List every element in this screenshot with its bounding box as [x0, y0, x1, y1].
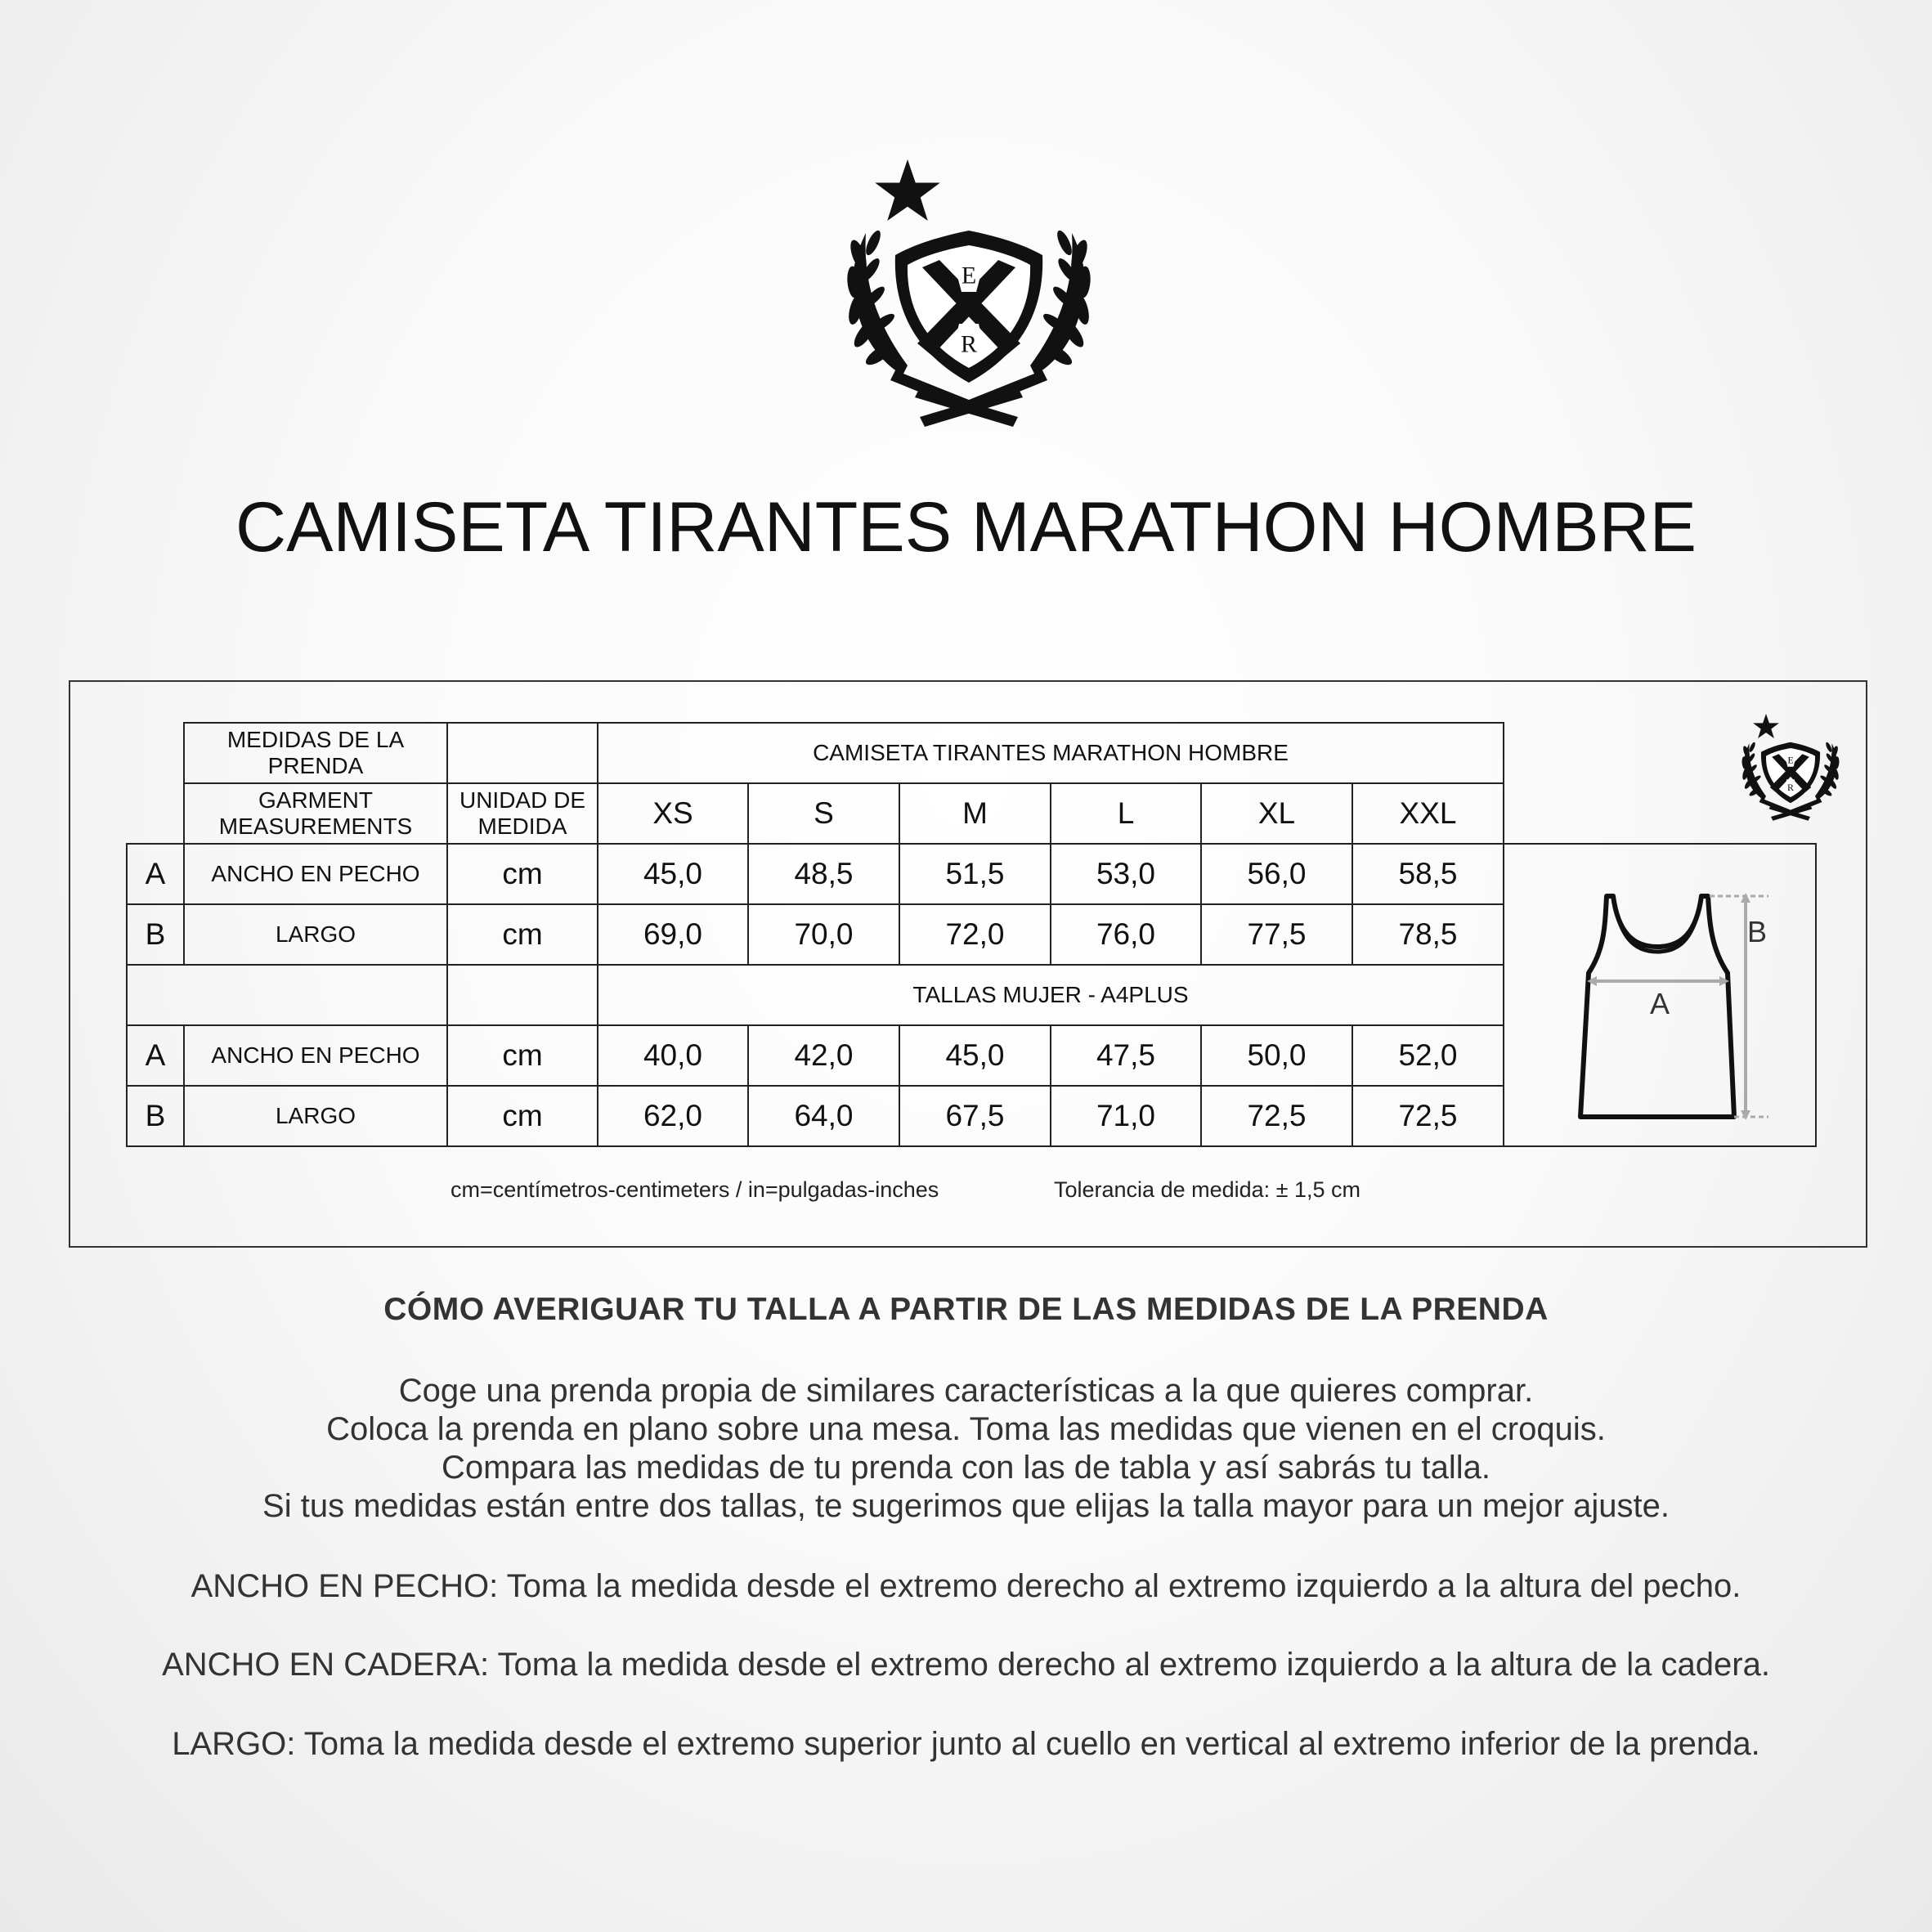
row-letter: A [127, 1025, 184, 1086]
header-medidas-en: GARMENT MEASUREMENTS [184, 783, 447, 844]
tank-top-diagram [1574, 891, 1770, 1128]
neckline [1613, 898, 1701, 952]
tolerance-note: Tolerancia de medida: ± 1,5 cm [1054, 1177, 1361, 1202]
header-medidas-es: MEDIDAS DE LA PRENDA [184, 723, 447, 783]
header-unidad: UNIDAD DE MEDIDA [447, 783, 598, 844]
value-cell: 53,0 [1051, 844, 1201, 904]
women-empty-unit-cell [447, 965, 598, 1025]
value-cell: 45,0 [899, 1025, 1051, 1086]
value-cell: 51,5 [899, 844, 1051, 904]
svg-text:R: R [1786, 782, 1795, 794]
value-cell: 56,0 [1201, 844, 1352, 904]
size-table [126, 722, 1817, 1147]
brand-crest-logo [846, 159, 1092, 429]
value-cell: 48,5 [748, 844, 899, 904]
value-cell: 42,0 [748, 1025, 899, 1086]
value-cell: 71,0 [1051, 1086, 1201, 1146]
value-cell: 47,5 [1051, 1025, 1201, 1086]
units-note: cm=centímetros-centimeters / in=pulgadas-inches [451, 1177, 939, 1202]
row-letter: B [127, 1086, 184, 1146]
measure-b-label: B [1747, 915, 1768, 948]
definition-ancho-cadera: ANCHO EN CADERA: Toma la medida desde el extremo derecho al extremo izquierdo a la altura de la cadera. [162, 1647, 1770, 1683]
intro-line: Compara las medidas de tu prenda con las de tabla y así sabrás tu talla. [442, 1450, 1490, 1486]
howto-intro [0, 1372, 1932, 1526]
value-cell: 62,0 [598, 1086, 748, 1146]
row-measure-name: ANCHO EN PECHO [184, 844, 447, 904]
value-cell: 72,0 [899, 904, 1051, 965]
value-cell: 77,5 [1201, 904, 1352, 965]
row-unit: cm [447, 1025, 598, 1086]
howto-heading: CÓMO AVERIGUAR TU TALLA A PARTIR DE LAS MEDIDAS DE LA PRENDA [383, 1292, 1549, 1327]
intro-line: Si tus medidas están entre dos tallas, te sugerimos que elijas la talla mayor para un mejor ajuste. [262, 1488, 1670, 1524]
intro-line: Coloca la prenda en plano sobre una mesa. Toma las medidas que vienen en el croquis. [326, 1411, 1606, 1447]
definition-largo: LARGO: Toma la medida desde el extremo superior junto al cuello en vertical al extremo inferior de la prenda. [172, 1726, 1760, 1762]
row-unit: cm [447, 844, 598, 904]
women-sizes-title: TALLAS MUJER - A4PLUS [598, 965, 1504, 1025]
crest-letter-e: E [961, 262, 977, 289]
row-unit: cm [447, 904, 598, 965]
size-xs: XS [598, 783, 748, 844]
header-product-name: CAMISETA TIRANTES MARATHON HOMBRE [598, 723, 1504, 783]
value-cell: 40,0 [598, 1025, 748, 1086]
value-cell: 50,0 [1201, 1025, 1352, 1086]
row-measure-name: LARGO [184, 904, 447, 965]
row-measure-name: LARGO [184, 1086, 447, 1146]
value-cell: 45,0 [598, 844, 748, 904]
value-cell: 72,5 [1201, 1086, 1352, 1146]
value-cell: 69,0 [598, 904, 748, 965]
value-cell: 76,0 [1051, 904, 1201, 965]
value-cell: 64,0 [748, 1086, 899, 1146]
value-cell: 70,0 [748, 904, 899, 965]
header-empty-cell [447, 723, 598, 783]
size-m: M [899, 783, 1051, 844]
header-row-2 [127, 783, 1816, 844]
size-l: L [1051, 783, 1201, 844]
value-cell: 78,5 [1352, 904, 1504, 965]
svg-text:E: E [1787, 754, 1794, 766]
size-s: S [748, 783, 899, 844]
table-row [127, 844, 1816, 904]
definition-ancho-pecho: ANCHO EN PECHO: Toma la medida desde el extremo derecho al extremo izquierdo a la altura del pecho. [191, 1568, 1741, 1604]
page-title: CAMISETA TIRANTES MARATHON HOMBRE [235, 488, 1697, 567]
header-row-1 [127, 723, 1816, 783]
row-unit: cm [447, 1086, 598, 1146]
crest-letter-r: R [960, 330, 978, 358]
row-measure-name: ANCHO EN PECHO [184, 1025, 447, 1086]
value-cell: 58,5 [1352, 844, 1504, 904]
row-letter: A [127, 844, 184, 904]
size-xxl: XXL [1352, 783, 1504, 844]
size-xl: XL [1201, 783, 1352, 844]
intro-line: Coge una prenda propia de similares características a la que quieres comprar. [398, 1373, 1534, 1409]
measure-a-label: A [1649, 987, 1670, 1020]
value-cell: 72,5 [1352, 1086, 1504, 1146]
value-cell: 52,0 [1352, 1025, 1504, 1086]
women-empty-cell [127, 965, 447, 1025]
row-letter: B [127, 904, 184, 965]
value-cell: 67,5 [899, 1086, 1051, 1146]
